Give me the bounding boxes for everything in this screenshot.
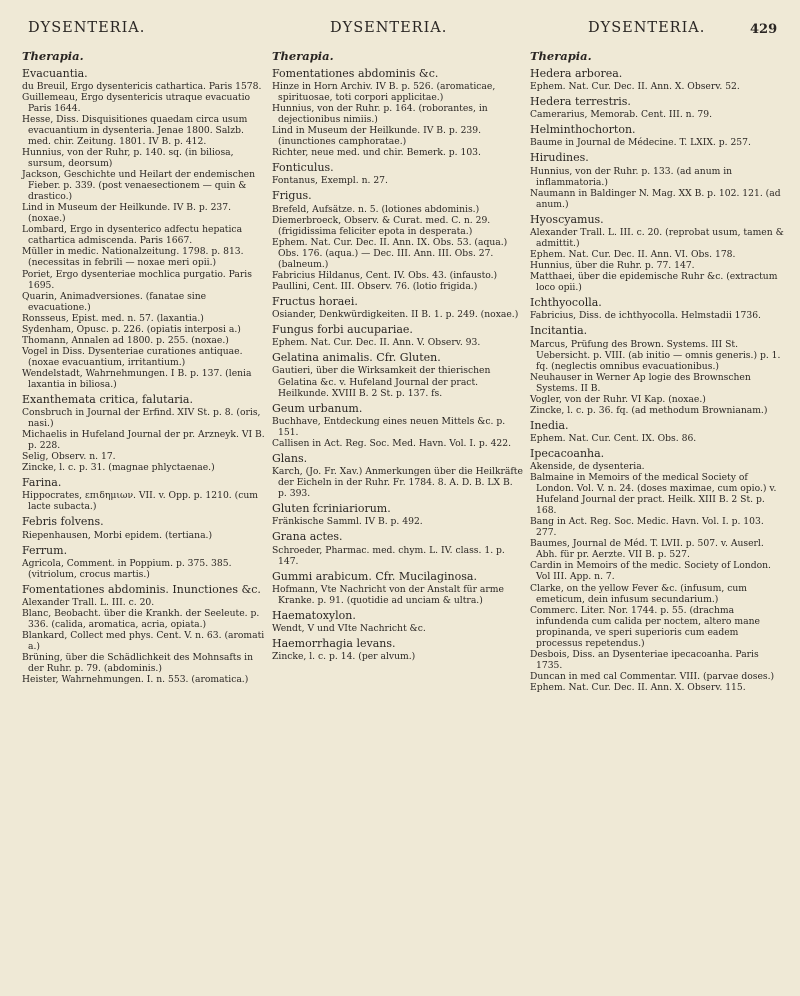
reference-line: Selig, Observ. n. 17. — [22, 451, 116, 463]
reference-line: Clarke, on the yellow Fever &c. (infusum, cum emeticum, dein infusum secundarium.) — [530, 582, 747, 605]
reference-line: Lind in Museum der Heilkunde. IV B. p. 239. (inunctiones camphoratae.) — [272, 125, 482, 148]
entry-term: Fomentationes abdominis &c. — [272, 66, 439, 80]
reference-line: Naumann in Baldinger N. Mag. XX B. p. 102. 121. (ad anum.) — [530, 187, 781, 210]
reference-line: Baume in Journal de Médecine. T. LXIX. p. 257. — [530, 137, 751, 149]
reference-line: Zincke, l. c. p. 36. fq. (ad methodum Brownianam.) — [530, 404, 768, 416]
entry-term: Grana actes. — [272, 530, 343, 544]
entry-term: Ipecacoanha. — [530, 446, 605, 460]
reference-line: Schroeder, Pharmac. med. chym. L. IV. class. 1. p. 147. — [272, 544, 505, 567]
reference-line: Commerc. Liter. Nor. 1744. p. 55. (drachma infundenda cum calida per noctem, altero mane propinanda, ve speri superioris cum eadem processus repetendus.) — [530, 604, 760, 649]
reference-line: Akenside, de dysenteria. — [530, 461, 645, 473]
reference-line: Zincke, l. c. p. 31. (magnae phlyctaenae.) — [22, 462, 215, 474]
entry-term: Inedia. — [530, 418, 569, 432]
entry-term: Fonticulus. — [272, 161, 334, 175]
reference-line: Sydenham, Opusc. p. 226. (opiatis interposi a.) — [22, 323, 241, 335]
entry-term: Incitantia. — [530, 324, 588, 338]
entry-term: Farina. — [22, 476, 62, 490]
reference-line: Callisen in Act. Reg. Soc. Med. Havn. Vol. I. p. 422. — [272, 437, 512, 449]
reference-line: Karch, (Jo. Fr. Xav.) Anmerkungen über die Heilkräfte der Eicheln in der Ruhr. Fr. 1784. 8. A. D. B. LX B. p. 393. — [272, 466, 523, 500]
entry-term: Gluten fcriniariorum. — [272, 502, 391, 516]
entry-term: Gelatina animalis. Cfr. Gluten. — [272, 351, 441, 365]
running-head-right: DYSENTERIA. — [588, 20, 706, 36]
reference-line: Blankard, Collect med phys. Cent. V. n. 63. (aromati a.) — [22, 630, 265, 653]
reference-line: Wendt, V und VIte Nachricht &c. — [272, 623, 426, 635]
reference-line: Neuhauser in Werner Ap logie des Brownschen Systems. II B. — [530, 371, 751, 394]
reference-line: Vogler, von der Ruhr. VI Kap. (noxae.) — [530, 393, 706, 405]
reference-line: Jackson, Geschichte und Heilart der endemischen Fieber. p. 339. (post venaesectionem — quin & drastico.) — [22, 169, 256, 203]
running-head-center: DYSENTERIA. — [330, 20, 448, 36]
reference-line: Bang in Act. Reg. Soc. Medic. Havn. Vol. I. p. 103. 277. — [530, 516, 764, 539]
reference-line: Vogel in Diss. Dysenteriae curationes antiquae. (noxae evacuantium, irritantium.) — [22, 345, 243, 368]
entry-term: Haemorrhagia levans. — [272, 637, 396, 651]
running-header — [0, 6, 800, 40]
reference-line: Osiander, Denkwürdigkeiten. II B. 1. p. 249. (noxae.) — [272, 309, 519, 321]
column-middle — [272, 50, 524, 662]
entry-term: Hirudines. — [530, 151, 589, 165]
entry-term: Geum urbanum. — [272, 401, 363, 415]
reference-line: Ephem. Nat. Cur. Dec. II. Ann. X. Observ. 52. — [530, 80, 740, 92]
reference-line: Lombard, Ergo in dysenterico adfectu hepatica cathartica admiscenda. Paris 1667. — [22, 224, 243, 247]
reference-line: Alexander Trall. L. III. c. 20. (reprobat usum, tamen & admittit.) — [530, 226, 784, 249]
reference-line: Paullini, Cent. III. Observ. 76. (lotio frigida.) — [272, 280, 478, 292]
reference-line: Hippocrates, επιδημιων. VII. v. Opp. p. 1210. (cum lacte subacta.) — [22, 490, 258, 513]
reference-line: Baumes, Journal de Méd. T. LVII. p. 507. v. Auserl. Abh. für pr. Aerzte. VII B. p. 527. — [530, 538, 764, 561]
entry-term: Fungus forbi aucupariae. — [272, 323, 413, 337]
reference-line: Michaelis in Hufeland Journal der pr. Arzneyk. VI B. p. 228. — [22, 429, 265, 452]
reference-line: Hunnius, über die Ruhr. p. 77. 147. — [530, 260, 695, 272]
reference-line: Desbois, Diss. an Dysenteriae ipecacoanha. Paris 1735. — [530, 648, 759, 671]
entry-term: Exanthemata critica, falutaria. — [22, 392, 193, 406]
reference-line: Müller in medic. Nationalzeitung. 1798. p. 813. (necessitas in febrili — noxae meri opii.) — [22, 246, 244, 269]
entry-term: Helminthochorton. — [530, 123, 636, 137]
reference-line: Fabricius Hildanus, Cent. IV. Obs. 43. (infausto.) — [272, 269, 498, 281]
entry-term: Gummi arabicum. Cfr. Mucilaginosa. — [272, 569, 477, 583]
entry-term: Fructus horaei. — [272, 294, 358, 308]
reference-line: Wendelstadt, Wahrnehmungen. I B. p. 137. (lenia laxantia in biliosa.) — [22, 367, 252, 390]
entry-term: Hyoscyamus. — [530, 212, 604, 226]
reference-line: Quarin, Animadversiones. (fanatae sine evacuatione.) — [22, 290, 207, 313]
reference-line: Hunnius, von der Ruhr. p. 133. (ad anum in inflammatoria.) — [530, 165, 733, 188]
reference-line: Hesse, Diss. Disquisitiones quaedam circa usum evacuantium in dysenteria. Jenae 1800. Salzb. med. chir. Zeitung. 1801. IV B. p. 412. — [22, 114, 248, 148]
reference-line: Hunnius, von der Ruhr, p. 140. sq. (in biliosa, sursum, deorsum) — [22, 147, 234, 170]
reference-line: Brüning, über die Schädlichkeit des Mohnsafts in der Ruhr. p. 79. (abdominis.) — [22, 652, 253, 675]
reference-line: Cardin in Memoirs of the medic. Society of London. Vol III. App. n. 7. — [530, 560, 771, 583]
column-title: Therapia. — [530, 49, 592, 63]
reference-line: Buchhave, Entdeckung eines neuen Mittels &c. p. 151. — [272, 415, 506, 438]
reference-line: Ephem. Nat. Cur. Dec. II. Ann. IX. Obs. 53. (aqua.) Obs. 176. (aqua.) — Dec. III. Ann. III. Obs. 27. (balneum.) — [272, 236, 508, 270]
reference-line: Ephem. Nat. Cur. Cent. IX. Obs. 86. — [530, 432, 697, 444]
reference-line: Fränkische Samml. IV B. p. 492. — [272, 516, 423, 528]
reference-line: Ephem. Nat. Cur. Dec. II. Ann. V. Observ. 93. — [272, 337, 481, 349]
reference-line: Alexander Trall. L. III. c. 20. — [22, 597, 155, 609]
reference-line: Hinze in Horn Archiv. IV B. p. 526. (aromaticae, spirituosae, toti corpori applicitae.) — [272, 80, 496, 104]
page-number: 429 — [750, 22, 778, 37]
reference-line: Agricola, Comment. in Poppium. p. 375. 385. (vitriolum, crocus martis.) — [22, 557, 232, 580]
reference-line: Guillemeau, Ergo dysentericis utraque evacuatio Paris 1644. — [22, 92, 251, 115]
reference-line: du Breuil, Ergo dysentericis cathartica. Paris 1578. — [22, 80, 262, 92]
entry-term: Fomentationes abdominis. Inunctiones &c. — [22, 582, 261, 596]
reference-line: Blanc, Beobacht. über die Krankh. der Seeleute. p. 336. (calida, aromatica, acria, opiata.) — [22, 608, 260, 631]
reference-line: Matthaei, über die epidemische Ruhr &c. (extractum loco opii.) — [530, 271, 778, 294]
column-left — [22, 50, 266, 685]
reference-line: Marcus, Prüfung des Brown. Systems. III St. Uebersicht. p. VIII. (ab initio — omnis generis.) p. 1. fq. (neglectis omnibus evacuationibus.) — [530, 338, 781, 372]
entry-term: Evacuantia. — [22, 66, 88, 80]
reference-line: Hofmann, Vte Nachricht von der Anstalt für arme Kranke. p. 91. (quotidie ad unciam & ultra.) — [272, 583, 504, 606]
column-title: Therapia. — [272, 49, 334, 63]
reference-line: Brefeld, Aufsätze. n. 5. (lotiones abdominis.) — [272, 203, 480, 215]
reference-line: Consbruch in Journal der Erfind. XIV St. p. 8. (oris, nasi.) — [22, 407, 261, 430]
reference-line: Fontanus, Exempl. n. 27. — [272, 175, 388, 187]
entry-term: Ferrum. — [22, 543, 68, 557]
reference-line: Heister, Wahrnehmungen. I. n. 553. (aromatica.) — [22, 674, 249, 686]
column-right — [530, 50, 784, 693]
reference-line: Richter, neue med. und chir. Bemerk. p. 103. — [272, 147, 481, 159]
column-title: Therapia. — [22, 49, 84, 63]
reference-line: Riepenhausen, Morbi epidem. (tertiana.) — [22, 529, 213, 541]
entry-term: Haematoxylon. — [272, 608, 356, 622]
reference-line: Ephem. Nat. Cur. Dec. II. Ann. VI. Obs. 178. — [530, 249, 736, 261]
reference-line: Fabricius, Diss. de ichthyocolla. Helmstadii 1736. — [530, 310, 761, 322]
entry-term: Hedera terrestris. — [530, 95, 631, 109]
reference-line: Camerarius, Memorab. Cent. III. n. 79. — [530, 109, 713, 121]
entry-term: Febris folvens. — [22, 515, 104, 529]
reference-line: Lind in Museum der Heilkunde. IV B. p. 237. (noxae.) — [22, 202, 232, 225]
entry-term: Ichthyocolla. — [530, 296, 602, 310]
reference-line: Diemerbroeck, Observ. & Curat. med. C. n. 29. (frigidissima feliciter epota in desperata.) — [272, 214, 491, 237]
reference-line: Poriet, Ergo dysenteriae mochlica purgatio. Paris 1695. — [22, 268, 252, 291]
reference-line: Gautieri, über die Wirksamkeit der thierischen Gelatina &c. v. Hufeland Journal der pract. Heilkunde. XVIII B. 2 St. p. 137. fs. — [272, 365, 491, 399]
reference-line: Ronsseus, Epist. med. n. 57. (laxantia.) — [22, 312, 204, 324]
entry-term: Frigus. — [272, 189, 312, 203]
reference-line: Hunnius, von der Ruhr. p. 164. (roborantes, in dejectionibus nimiis.) — [272, 103, 488, 126]
reference-line: Thomann, Annalen ad 1800. p. 255. (noxae.) — [22, 334, 229, 346]
entry-term: Glans. — [272, 451, 308, 465]
entry-term: Hedera arborea. — [530, 66, 623, 80]
reference-line: Zincke, l. c. p. 14. (per alvum.) — [272, 651, 416, 663]
reference-line: Duncan in med cal Commentar. VIII. (parvae doses.) — [530, 670, 775, 682]
reference-line: Ephem. Nat. Cur. Dec. II. Ann. X. Observ. 115. — [530, 681, 746, 693]
reference-line: Balmaine in Memoirs of the medical Society of London. Vol. V. n. 24. (doses maximae, cum opio.) v. Hufeland Journal der pract. Heilk. XIII B. 2 St. p. 168. — [530, 472, 777, 517]
running-head-left: DYSENTERIA. — [28, 20, 146, 36]
